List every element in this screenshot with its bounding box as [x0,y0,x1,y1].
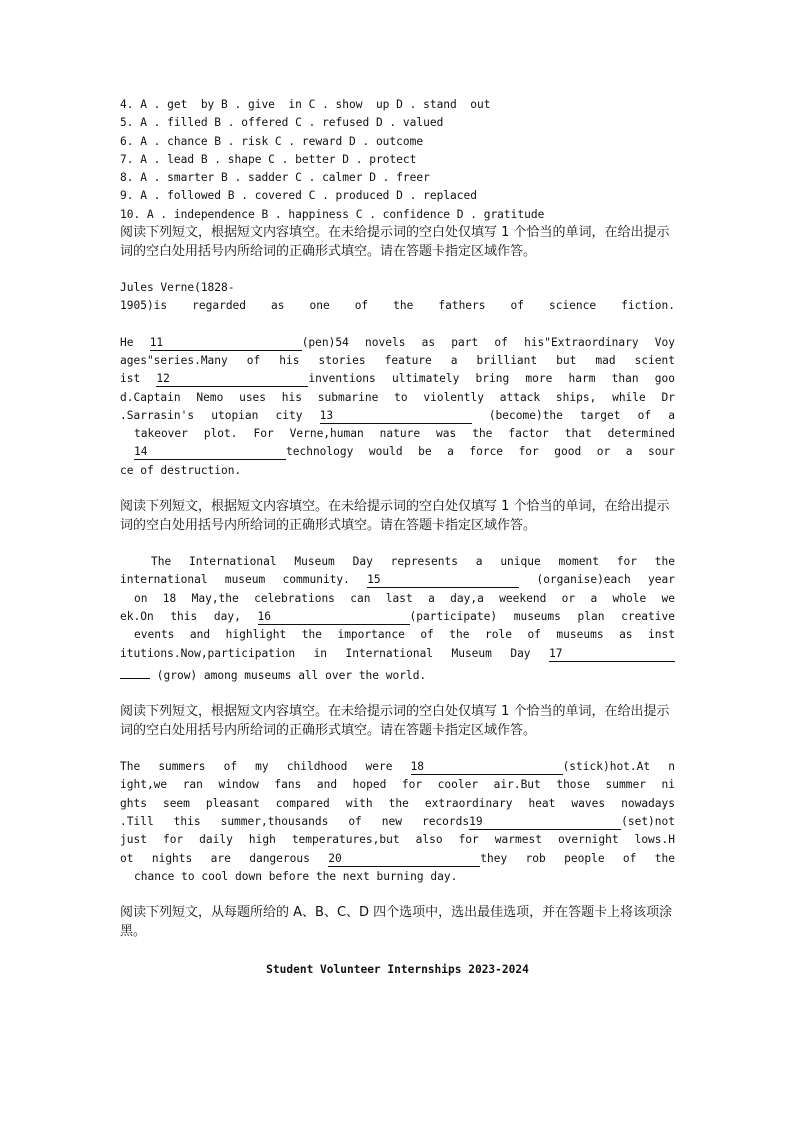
blank-17-cont [120,663,150,679]
blank-15[interactable]: 15 [367,572,519,588]
blank-17[interactable]: 17 [549,646,675,662]
p3-line-2: ight,we ran window fans and hoped for cooler air.But those summer ni [120,778,675,792]
p3-line-5: just for daily high temperatures,but also for warmest overnight lows.H [120,833,675,847]
p1-line-3: He 11 (pen)54 novels as part of his"Extraordinary Voy [120,335,675,349]
p2-line-4: ek.On this day, 16 (participate) museums plan creative [120,609,675,623]
p1-line-8: takeover plot. For Verne,human nature was the factor that determined [134,427,675,441]
instruction-fill-3: 阅读下列短文，根据短文内容填空。在未给提示词的空白处仅填写 1 个恰当的单词，在给出提示词的空白处用括号内所给词的正确形式填空。请在答题卡指定区域作答。 [120,704,670,738]
option-row-7: 7. A . lead B . shape C . better D . protect [120,152,417,166]
p3-line-3: ghts seem pleasant compared with the extraordinary heat waves nowadays [120,796,675,810]
option-row-5: 5. A . filled B . offered C . refused D . valued [120,116,444,130]
p2-line-2: international museum community. 15 (organise)each year [120,573,675,587]
blank-12[interactable]: 12 [156,371,308,387]
p1-line-7: .Sarrasin's utopian city 13 (become)the target of a [120,408,675,422]
p2-line-1: The International Museum Day represents a unique moment for the [151,555,675,569]
p2-line-7: (grow) among museums all over the world. [120,663,675,685]
blank-11[interactable]: 11 [150,335,302,351]
p3-line-4: .Till this summer,thousands of new records19 (set)not [120,815,675,829]
blank-19[interactable]: 19 [469,814,621,830]
p3-line-7: chance to cool down before the next burning day. [134,869,458,883]
p2-line-5: events and highlight the importance of the role of museums as inst [134,628,675,642]
blank-20[interactable]: 20 [328,851,480,867]
passage-title: Student Volunteer Internships 2023-2024 [266,963,529,977]
p3-line-6: ot nights are dangerous 20 they rob people of the [120,851,675,865]
p2-line-6: itutions.Now,participation in International Museum Day 17 [120,645,675,663]
option-row-4: 4. A . get by B . give in C . show up D . stand out [120,98,491,111]
passage-museum-day [120,553,675,685]
p1-line-4: ages"series.Many of his stories feature a brilliant but mad scient [120,353,675,367]
exam-page [120,96,675,980]
blank-14[interactable]: 14 [134,444,286,460]
blank-16[interactable]: 16 [258,609,410,625]
option-row-10: 10. A . independence B . happiness C . confidence D . gratitude [120,207,545,221]
option-row-8: 8. A . smarter B . sadder C . calmer D . freer [120,171,430,185]
instruction-fill-2: 阅读下列短文，根据短文内容填空。在未给提示词的空白处仅填写 1 个恰当的单词，在给出提示词的空白处用括号内所给词的正确形式填空。请在答题卡指定区域作答。 [120,499,670,533]
option-row-6: 6. A . chance B . risk C . reward D . outcome [120,134,424,148]
p1-line-2: 1905)is regarded as one of the fathers of science fiction. [120,299,675,313]
p1-line-1: Jules Verne(1828- [120,281,235,295]
option-row-9: 9. A . followed B . covered C . produced D . replaced [120,189,477,203]
p2-line-3: on 18 May,the celebrations can last a day,a weekend or a whole we [134,591,675,605]
instruction-choice: 阅读下列短文，从每题所给的 A、B、C、D 四个选项中，选出最佳选项，并在答题卡上将该项涂黑。 [120,905,673,939]
blank-18[interactable]: 18 [411,759,563,775]
p1-line-10: ce of destruction. [120,463,242,477]
p1-line-9: 14 technology would be a force for good or a sour [134,445,675,459]
options-list [120,96,675,224]
instruction-fill-1: 阅读下列短文，根据短文内容填空。在未给提示词的空白处仅填写 1 个恰当的单词，在给出提示词的空白处用括号内所给词的正确形式填空。请在答题卡指定区域作答。 [120,225,670,259]
p1-line-5: ist 12 inventions ultimately bring more harm than goo [120,372,675,386]
blank-13[interactable]: 13 [320,408,472,424]
passage-jules-verne [120,279,675,480]
passage-summers [120,758,675,886]
p3-line-1: The summers of my childhood were 18 (stick)hot.At n [120,760,675,774]
p1-line-6: d.Captain Nemo uses his submarine to violently attack ships, while Dr [120,390,675,404]
